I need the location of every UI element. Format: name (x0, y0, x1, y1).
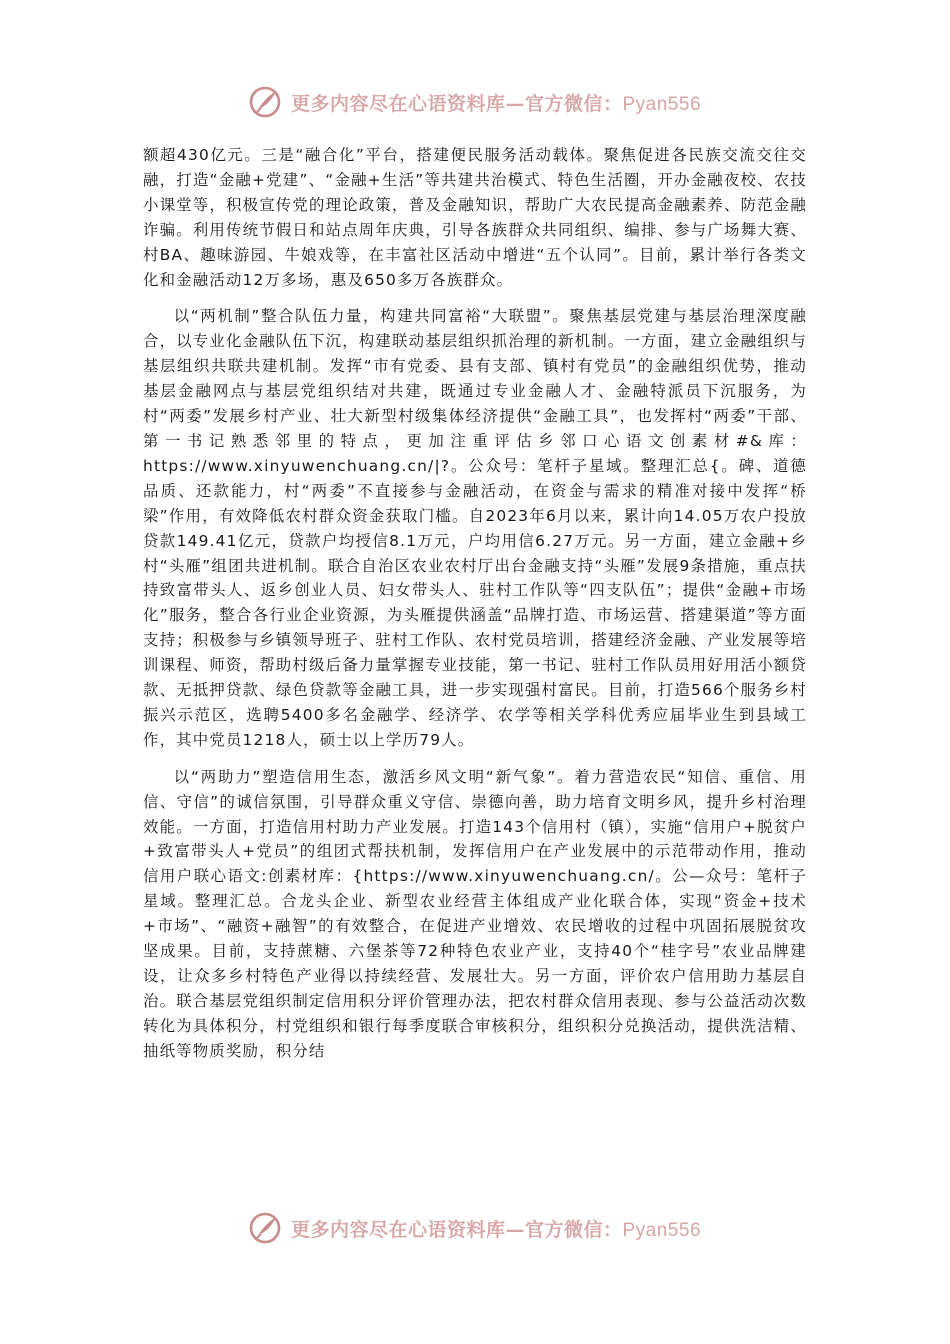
wechat-handle: Pyan556 (622, 1219, 702, 1241)
header-watermark-banner (0, 82, 950, 122)
paragraph-two-supports: 以“两助力”塑造信用生态，激活乡风文明“新气象”。着力营造农民“知信、重信、用信、守信”的诚信氛围，引导群众重义守信、崇德向善，助力培育文明乡风，提升乡村治理效能。一方面，打造信用村助力产业发展。打造143个信用村（镇），实施“信用户+脱贫户+致富带头人+党员”的组团式帮扶机制，发挥信用户在产业发展中的示范带动作用，推动信用户联心语文:创素材库：{https://www.xinyuwenchuang.cn/。公—众号：笔杆子星域。整理汇总。合龙头企业、新型农业经营主体组成产业化联合体，实现“资金+技术+市场”、“融资+融智”的有效整合，在促进产业增效、农民增收的过程中巩固拓展脱贫攻坚成果。目前，支持蔗糖、六堡茶等72种特色农业产业，支持40个“桂字号”农业品牌建设，让众多乡村特色产业得以持续经营、发展壮大。另一方面，评价农户信用助力基层自治。联合基层党组织制定信用积分评价管理办法，把农村群众信用表现、参与公益活动次数转化为具体积分，村党组织和银行每季度联合审核积分，组织积分兑换活动，提供洗洁精、抽纸等物质奖励，积分结 (143, 767, 807, 1060)
wechat-handle: Pyan556 (622, 93, 702, 115)
banner-text: 更多内容尽在心语资料库—官方微信：Pyan556 (290, 1218, 702, 1241)
banner-text: 更多内容尽在心语资料库—官方微信：Pyan556 (290, 92, 702, 115)
quill-logo-icon (249, 1211, 283, 1245)
paragraph-two-mechanisms: 以“两机制”整合队伍力量，构建共同富裕“大联盟”。聚焦基层党建与基层治理深度融合，以专业化金融队伍下沉，构建联动基层组织抓治理的新机制。一方面，建立金融组织与基层组织共联共建机制。发挥“市有党委、县有支部、镇村有党员”的金融组织优势，推动基层金融网点与基层党组织结对共建，既通过专业金融人才、金融特派员下沉服务，为村“两委”发展乡村产业、壮大新型村级集体经济提供“金融工具”，也发挥村“两委”干部、第一书记熟悉邻里的特点，更加注重评估乡邻口心语文创素材#&库：https://www.xinyuwenchuang.cn/|?。公众号：笔杆子星域。整理汇总{。碑、道德品质、还款能力，村“两委”不直接参与金融活动，在资金与需求的精准对接中发挥“桥梁”作用，有效降低农村群众资金获取门槛。自2023年6月以来，累计向14.05万农户投放贷款149.41亿元，贷款户均授信8.1万元，户均用信6.27万元。另一方面，建立金融+乡村“头雁”组团共进机制。联合自治区农业农村厅出台金融支持“头雁”发展9条措施，重点扶持致富带头人、返乡创业人员、妇女带头人、驻村工作队等“四支队伍”；提供“金融+市场化”服务，整合各行业企业资源，为头雁提供涵盖“品牌打造、市场运营、搭建渠道”等方面支持；积极参与乡镇领导班子、驻村工作队、农村党员培训，搭建经济金融、产业发展等培训课程、师资，帮助村级后备力量掌握专业技能，第一书记、驻村工作队员用好用活小额贷款、无抵押贷款、绿色贷款等金融工具，进一步实现强村富民。目前，打造566个服务乡村振兴示范区，选聘5400多名金融学、经济学、农学等相关学科优秀应届毕业生到县域工作，其中党员1218人，硕士以上学历79人。 (143, 307, 807, 749)
paragraph-continued: 额超430亿元。三是“融合化”平台，搭建便民服务活动载体。聚焦促进各民族交流交往交融，打造“金融+党建”、“金融+生活”等共建共治模式、特色生活圈，开办金融夜校、农技小课堂等，积极宣传党的理论政策，普及金融知识，帮助广大农民提高金融素养、防范金融诈骗。利用传统节假日和站点周年庆典，引导各族群众共同组织、编排、参与广场舞大赛、村BA、趣味游园、牛娘戏等，在丰富社区活动中增进“五个认同”。目前，累计举行各类文化和金融活动12万多场，惠及650多万各族群众。 (143, 146, 807, 289)
quill-logo-icon (249, 85, 283, 119)
footer-watermark-banner (0, 1208, 950, 1248)
document-body (143, 143, 807, 1076)
